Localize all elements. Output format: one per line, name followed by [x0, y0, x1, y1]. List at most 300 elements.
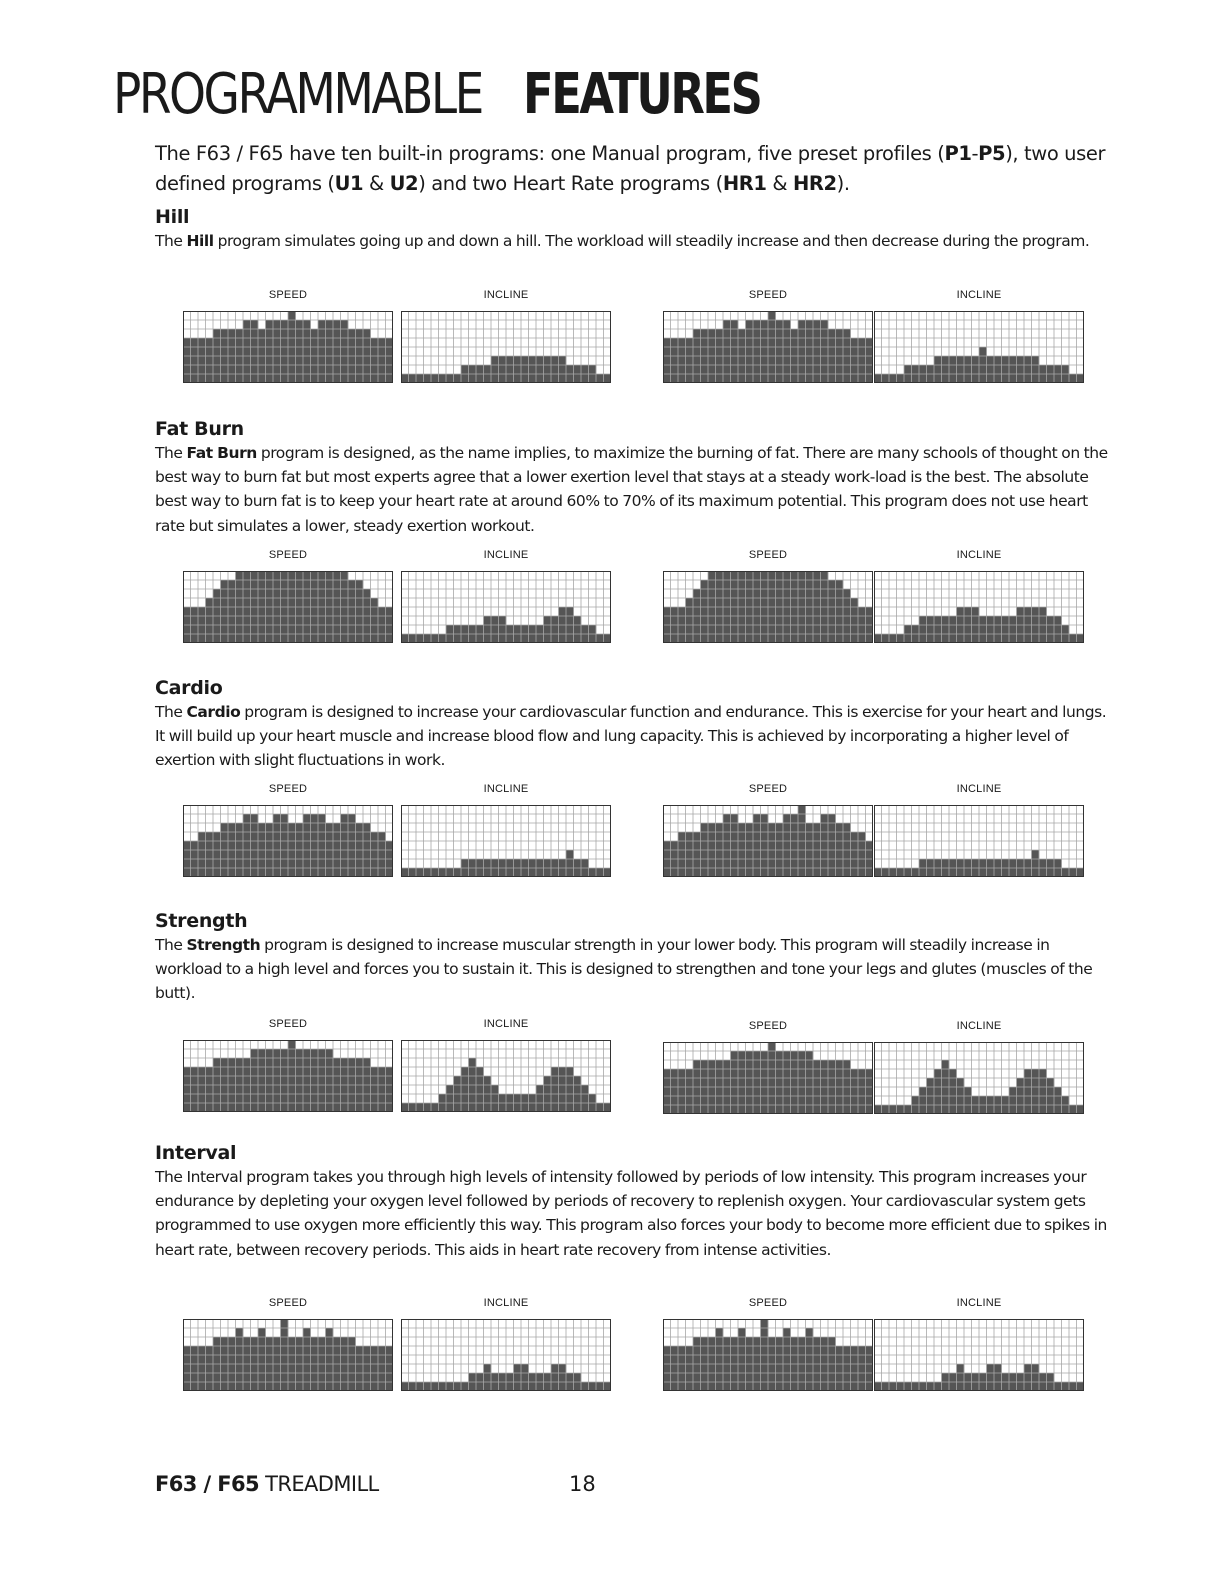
chart-bar	[281, 1049, 289, 1112]
chart-bar	[738, 1328, 746, 1391]
chart-bar	[746, 1051, 754, 1114]
chart-bar	[356, 1346, 364, 1391]
text-run: program is designed to increase your cardiovascular function and endurance. This is exercise for your heart and lungs. It will build up your heart muscle and increase blood flow and lung capacity. This is achieved by incorporating a higher level of exertion with slight fluctuations in work.	[155, 703, 1107, 770]
chart-bar	[934, 1069, 942, 1114]
chart-label: SPEED	[268, 783, 308, 795]
section-heading: Fat Burn	[155, 418, 244, 440]
chart-bar	[311, 1049, 319, 1112]
section-heading: Cardio	[155, 677, 223, 699]
chart-bar	[836, 1346, 844, 1391]
chart-bar	[574, 616, 582, 643]
chart-bar	[934, 356, 942, 383]
chart-bar	[731, 320, 739, 383]
chart-bar	[671, 1346, 679, 1391]
text-run: program is designed to increase muscular strength in your lower body. This program will steadily increase in workload to a high level and forces you to sustain it. This is designed to strengthen and tone your legs and glutes (muscles of the butt).	[155, 936, 1093, 1003]
chart-bar	[791, 814, 799, 877]
chart-bar	[551, 356, 559, 383]
chart-bar	[318, 814, 326, 877]
chart-bar	[927, 1382, 935, 1391]
chart-label: INCLINE	[956, 1297, 1002, 1309]
chart-bar	[439, 868, 447, 877]
chart-bar	[663, 1069, 671, 1114]
chart-bar	[544, 616, 552, 643]
chart-bar	[439, 374, 447, 383]
chart-bar	[401, 868, 409, 877]
chart-bar	[716, 1328, 724, 1391]
chart-bar	[821, 320, 829, 383]
chart-bar	[904, 1105, 912, 1114]
chart-bar	[882, 868, 890, 877]
chart-bar	[371, 598, 379, 643]
section-cardio	[155, 676, 1115, 773]
chart-bar	[378, 1346, 386, 1391]
chart-bar	[476, 1067, 484, 1112]
chart-bar	[806, 320, 814, 383]
chart-bar	[1032, 1069, 1040, 1114]
chart-bar	[1054, 1382, 1062, 1391]
chart-bar	[424, 1103, 432, 1112]
section-heading: Strength	[155, 910, 248, 932]
chart-bar	[273, 814, 281, 877]
chart-bar	[851, 598, 859, 643]
chart-bar	[318, 1049, 326, 1112]
chart-bar	[957, 1364, 965, 1391]
chart-bar	[581, 1085, 589, 1112]
chart-bar	[206, 1346, 214, 1391]
chart-bar	[851, 1069, 859, 1114]
chart-bar	[491, 1085, 499, 1112]
chart-bar	[686, 598, 694, 643]
text-run: ) and two Heart Rate programs (	[418, 172, 723, 195]
chart-bar	[761, 1051, 769, 1114]
chart-bar	[416, 634, 424, 643]
chart-bar	[409, 1382, 417, 1391]
bar-grid-chart	[183, 311, 393, 383]
chart-bar	[536, 356, 544, 383]
chart-bar	[191, 1346, 199, 1391]
chart-bar	[882, 374, 890, 383]
chart-bar	[258, 1328, 266, 1391]
chart-bar	[326, 1049, 334, 1112]
chart-label: INCLINE	[956, 549, 1002, 561]
chart-bar	[191, 1067, 199, 1112]
chart-bar	[416, 868, 424, 877]
chart-label: SPEED	[748, 549, 788, 561]
text-run: The	[155, 444, 187, 462]
chart-bar	[738, 1051, 746, 1114]
chart-bar	[371, 1067, 379, 1112]
chart-bar	[949, 1069, 957, 1114]
chart-bar	[559, 1067, 567, 1112]
chart-bar	[303, 320, 311, 383]
section-description	[155, 1165, 1115, 1262]
chart-bar	[378, 1067, 386, 1112]
chart-bar	[934, 1382, 942, 1391]
bold-term: HR1	[722, 172, 767, 195]
chart-bar	[378, 832, 386, 877]
chart-bar	[828, 580, 836, 643]
chart-bar	[858, 1346, 866, 1391]
chart-bar	[1032, 1364, 1040, 1391]
text-run: The	[155, 703, 187, 721]
text-run: -	[971, 142, 979, 165]
chart-bar	[596, 1382, 604, 1391]
chart-bar	[904, 868, 912, 877]
chart-bar	[303, 1049, 311, 1112]
chart-bar	[206, 598, 214, 643]
chart-bar	[514, 1364, 522, 1391]
section-heading: Hill	[155, 206, 190, 228]
chart-bar	[798, 320, 806, 383]
bold-term: P1	[944, 142, 972, 165]
chart-bar	[889, 1105, 897, 1114]
chart-label: SPEED	[268, 1018, 308, 1030]
bold-term: Hill	[186, 232, 214, 250]
chart-bar	[686, 1069, 694, 1114]
chart-bar	[266, 1049, 274, 1112]
footer-title	[155, 1471, 379, 1497]
chart-bar	[783, 320, 791, 383]
bar-grid-chart	[874, 805, 1084, 877]
chart-bar	[693, 832, 701, 877]
chart-bar	[348, 580, 356, 643]
chart-label: INCLINE	[956, 1020, 1002, 1032]
chart-bar	[942, 356, 950, 383]
chart-bar	[191, 338, 199, 383]
chart-bar	[671, 1069, 679, 1114]
chart-bar	[251, 814, 259, 877]
chart-bar	[604, 1382, 612, 1391]
chart-bar	[686, 338, 694, 383]
chart-bar	[416, 1382, 424, 1391]
footer-product: TREADMILL	[259, 1472, 379, 1496]
chart-bar	[439, 634, 447, 643]
section-description	[155, 700, 1115, 773]
chart-bar	[783, 814, 791, 877]
chart-bar	[1077, 1105, 1085, 1114]
bold-term: Fat Burn	[186, 444, 257, 462]
chart-bar	[813, 320, 821, 383]
bar-grid-chart	[401, 805, 611, 877]
chart-bar	[536, 1085, 544, 1112]
chart-bar	[386, 1067, 394, 1112]
chart-bar	[514, 356, 522, 383]
chart-bar	[183, 338, 191, 383]
chart-bar	[897, 868, 905, 877]
chart-bar	[596, 868, 604, 877]
chart-label: INCLINE	[483, 1018, 529, 1030]
chart-bar	[904, 1382, 912, 1391]
section-hill	[155, 205, 1115, 253]
chart-bar	[341, 320, 349, 383]
chart-bar	[701, 580, 709, 643]
chart-bar	[806, 1328, 814, 1391]
chart-bar	[919, 616, 927, 643]
chart-label: SPEED	[748, 1297, 788, 1309]
chart-bar	[431, 1103, 439, 1112]
chart-bar	[281, 320, 289, 383]
chart-label: SPEED	[268, 1297, 308, 1309]
chart-bar	[281, 814, 289, 877]
chart-bar	[311, 814, 319, 877]
text-run: program is designed, as the name implies, to maximize the burning of fat. There are many schools of thought on the best way to burn fat but most experts agree that a lower exertion level that stays at a steady work-load is the best. The absolute best way to burn fat is to keep your heart rate at around 60% to 70% of its maximum potential. This program does not use heart rate but simulates a lower, steady exertion workout.	[155, 444, 1108, 535]
chart-bar	[1009, 1087, 1017, 1114]
chart-bar	[273, 1049, 281, 1112]
chart-bar	[446, 868, 454, 877]
bold-term: P5	[978, 142, 1006, 165]
bar-grid-chart	[401, 311, 611, 383]
chart-bar	[551, 1364, 559, 1391]
chart-bar	[889, 1382, 897, 1391]
chart-bar	[604, 868, 612, 877]
chart-bar	[897, 634, 905, 643]
chart-bar	[596, 1103, 604, 1112]
chart-bar	[454, 1382, 462, 1391]
chart-bar	[678, 338, 686, 383]
chart-bar	[874, 868, 882, 877]
chart-bar	[949, 616, 957, 643]
chart-bar	[889, 634, 897, 643]
chart-bar	[521, 1364, 529, 1391]
chart-bar	[566, 850, 574, 877]
chart-bar	[228, 580, 236, 643]
chart-bar	[409, 634, 417, 643]
chart-bar	[964, 356, 972, 383]
chart-bar	[874, 1382, 882, 1391]
chart-label: SPEED	[748, 783, 788, 795]
chart-bar	[994, 616, 1002, 643]
chart-bar	[243, 320, 251, 383]
chart-bar	[1069, 868, 1077, 877]
chart-bar	[761, 814, 769, 877]
page-title-thin: PROGRAMMABLE	[113, 62, 482, 127]
chart-bar	[273, 320, 281, 383]
chart-bar	[1069, 1105, 1077, 1114]
bold-term: HR2	[792, 172, 837, 195]
chart-bar	[678, 1069, 686, 1114]
chart-bar	[987, 356, 995, 383]
page-number: 18	[569, 1472, 596, 1496]
chart-bar	[964, 1087, 972, 1114]
chart-bar	[851, 1346, 859, 1391]
chart-label: INCLINE	[956, 289, 1002, 301]
chart-label: INCLINE	[956, 783, 1002, 795]
bar-grid-chart	[183, 805, 393, 877]
chart-bar	[927, 616, 935, 643]
bar-grid-chart	[401, 1319, 611, 1391]
chart-bar	[858, 1069, 866, 1114]
chart-bar	[446, 1382, 454, 1391]
chart-bar	[461, 1067, 469, 1112]
chart-bar	[723, 814, 731, 877]
chart-bar	[836, 580, 844, 643]
chart-bar	[596, 634, 604, 643]
bold-term: Strength	[186, 936, 261, 954]
chart-bar	[987, 1364, 995, 1391]
chart-bar	[806, 1051, 814, 1114]
chart-bar	[378, 338, 386, 383]
chart-bar	[243, 814, 251, 877]
chart-bar	[439, 1382, 447, 1391]
chart-bar	[431, 1382, 439, 1391]
chart-bar	[213, 832, 221, 877]
chart-bar	[843, 1346, 851, 1391]
chart-bar	[461, 1382, 469, 1391]
bar-grid-chart	[663, 1042, 873, 1114]
chart-bar	[889, 374, 897, 383]
chart-bar	[882, 634, 890, 643]
chart-bar	[266, 320, 274, 383]
intro-paragraph	[155, 139, 1115, 199]
chart-bar	[919, 1382, 927, 1391]
chart-bar	[1002, 356, 1010, 383]
chart-bar	[1024, 356, 1032, 383]
chart-bar	[506, 356, 514, 383]
chart-bar	[589, 868, 597, 877]
chart-bar	[1069, 1382, 1077, 1391]
chart-bar	[1077, 1382, 1085, 1391]
chart-bar	[1077, 374, 1085, 383]
chart-bar	[753, 814, 761, 877]
chart-bar	[326, 320, 334, 383]
section-strength	[155, 909, 1115, 1006]
text-run: ).	[836, 172, 850, 195]
section-description	[155, 933, 1115, 1006]
chart-bar	[753, 1051, 761, 1114]
chart-bar	[589, 1382, 597, 1391]
chart-bar	[866, 338, 874, 383]
chart-bar	[424, 868, 432, 877]
chart-bar	[889, 868, 897, 877]
chart-bar	[1062, 868, 1070, 877]
bar-grid-chart	[401, 571, 611, 643]
section-description	[155, 441, 1115, 538]
chart-bar	[454, 868, 462, 877]
chart-bar	[386, 1346, 394, 1391]
chart-label: SPEED	[748, 289, 788, 301]
chart-bar	[1062, 1382, 1070, 1391]
chart-bar	[221, 580, 229, 643]
bold-term: U1	[334, 172, 364, 195]
page-title-bold: FEATURES	[522, 62, 761, 127]
chart-bar	[206, 338, 214, 383]
chart-bar	[791, 1051, 799, 1114]
text-run: The	[155, 232, 187, 250]
chart-bar	[934, 616, 942, 643]
chart-bar	[723, 320, 731, 383]
chart-bar	[1009, 356, 1017, 383]
chart-bar	[446, 1085, 454, 1112]
chart-bar	[1069, 374, 1077, 383]
chart-bar	[484, 1364, 492, 1391]
chart-bar	[183, 1067, 191, 1112]
chart-label: INCLINE	[483, 1297, 529, 1309]
chart-bar	[942, 616, 950, 643]
chart-bar	[371, 338, 379, 383]
chart-bar	[1009, 616, 1017, 643]
chart-bar	[828, 814, 836, 877]
chart-bar	[386, 338, 394, 383]
chart-label: SPEED	[268, 289, 308, 301]
chart-bar	[521, 356, 529, 383]
bar-grid-chart	[663, 311, 873, 383]
chart-bar	[296, 1049, 304, 1112]
chart-bar	[251, 320, 259, 383]
chart-bar	[866, 1346, 874, 1391]
chart-bar	[529, 356, 537, 383]
chart-bar	[183, 1346, 191, 1391]
text-run: The F63 / F65 have ten built-in programs: one Manual program, five preset profiles (	[155, 142, 945, 165]
chart-bar	[897, 1105, 905, 1114]
chart-bar	[897, 1382, 905, 1391]
chart-bar	[686, 1346, 694, 1391]
chart-bar	[258, 1049, 266, 1112]
chart-bar	[949, 356, 957, 383]
chart-bar	[424, 374, 432, 383]
chart-bar	[994, 356, 1002, 383]
chart-bar	[919, 1087, 927, 1114]
chart-bar	[912, 1382, 920, 1391]
section-fat-burn	[155, 417, 1115, 538]
chart-bar	[198, 1067, 206, 1112]
chart-bar	[866, 1069, 874, 1114]
chart-bar	[1054, 1087, 1062, 1114]
chart-bar	[566, 1067, 574, 1112]
chart-bar	[851, 832, 859, 877]
chart-bar	[484, 616, 492, 643]
chart-bar	[882, 1382, 890, 1391]
chart-bar	[671, 338, 679, 383]
chart-bar	[409, 374, 417, 383]
chart-bar	[424, 634, 432, 643]
chart-bar	[303, 1328, 311, 1391]
chart-bar	[798, 1051, 806, 1114]
chart-bar	[431, 868, 439, 877]
text-run: The Interval program takes you through high levels of intensity followed by periods of low intensity. This program increases your endurance by depleting your oxygen level followed by periods of recovery to replenish oxygen. Your cardiovascular system gets programmed to use oxygen more efficiently this way. This program also forces your body to become more efficient due to spikes in heart rate, between recovery periods. This aids in heart rate recovery from intense activities.	[155, 1168, 1107, 1259]
chart-bar	[363, 1346, 371, 1391]
chart-bar	[753, 320, 761, 383]
chart-bar	[559, 356, 567, 383]
bar-grid-chart	[874, 1042, 1084, 1114]
chart-bar	[972, 356, 980, 383]
chart-bar	[874, 374, 882, 383]
chart-bar	[416, 374, 424, 383]
chart-bar	[1077, 868, 1085, 877]
chart-bar	[454, 374, 462, 383]
text-run: ), two user defined programs (	[155, 142, 1106, 195]
chart-bar	[897, 374, 905, 383]
chart-bar	[559, 1364, 567, 1391]
chart-bar	[678, 832, 686, 877]
chart-bar	[874, 634, 882, 643]
chart-bar	[1054, 616, 1062, 643]
chart-bar	[1047, 616, 1055, 643]
chart-bar	[296, 320, 304, 383]
chart-bar	[957, 356, 965, 383]
chart-bar	[1069, 634, 1077, 643]
chart-bar	[1032, 356, 1040, 383]
chart-label: SPEED	[748, 1020, 788, 1032]
chart-bar	[1077, 634, 1085, 643]
text-run: program simulates going up and down a hill. The workload will steadily increase and then decrease during the program.	[213, 232, 1090, 250]
chart-bar	[356, 580, 364, 643]
chart-bar	[851, 338, 859, 383]
chart-label: SPEED	[268, 549, 308, 561]
bar-grid-chart	[663, 571, 873, 643]
chart-bar	[663, 338, 671, 383]
section-description	[155, 229, 1115, 253]
chart-bar	[371, 1346, 379, 1391]
